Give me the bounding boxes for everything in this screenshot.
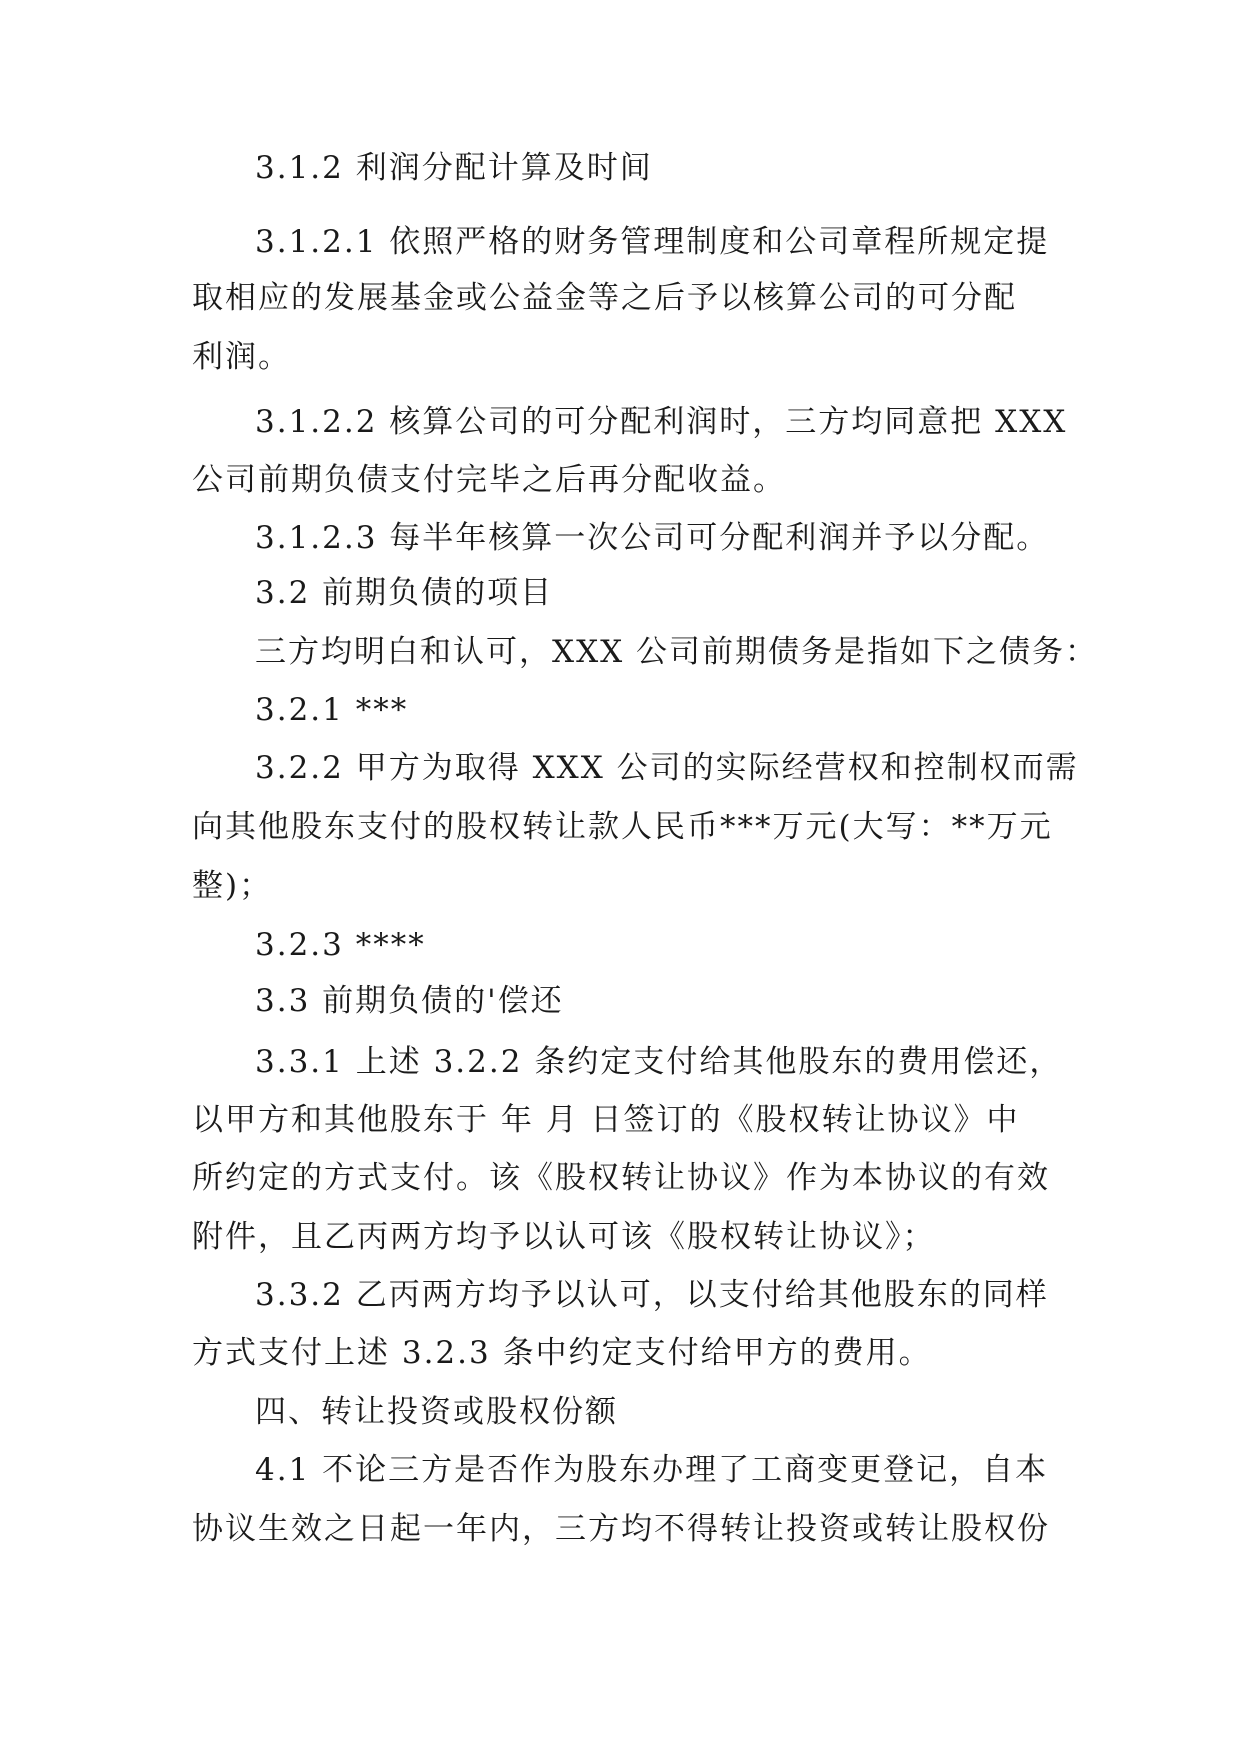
section-4-heading: 四、转让投资或股权份额	[255, 1394, 618, 1430]
clause-3-1-2-2-line-2: 公司前期负债支付完毕之后再分配收益。	[192, 462, 786, 498]
clause-3-2-3: 3.2.3 ****	[255, 927, 426, 963]
clause-3-3-1-line-1: 3.3.1 上述 3.2.2 条约定支付给其他股东的费用偿还，	[255, 1044, 1063, 1080]
clause-3-1-2-1-line-1: 3.1.2.1 依照严格的财务管理制度和公司章程所规定提	[255, 224, 1050, 260]
clause-3-1-2-heading: 3.1.2 利润分配计算及时间	[255, 150, 653, 186]
clause-3-3-1-line-3: 所约定的方式支付。该《股权转让协议》作为本协议的有效	[192, 1160, 1050, 1196]
clause-3-1-2-3: 3.1.2.3 每半年核算一次公司可分配利润并予以分配。	[255, 520, 1050, 556]
clause-3-3-2-line-1: 3.3.2 乙丙两方均予以认可，以支付给其他股东的同样	[255, 1277, 1049, 1313]
clause-3-2-2-line-3: 整)；	[192, 868, 273, 904]
clause-3-1-2-1-line-3: 利润。	[192, 339, 291, 375]
clause-3-3-1-line-4: 附件，且乙丙两方均予以认可该《股权转让协议》；	[192, 1219, 936, 1255]
clause-3-1-2-1-line-2: 取相应的发展基金或公益金等之后予以核算公司的可分配	[192, 280, 1017, 316]
clause-4-1-line-2: 协议生效之日起一年内，三方均不得转让投资或转让股权份	[192, 1511, 1050, 1547]
clause-3-2-1: 3.2.1 ***	[255, 692, 409, 728]
clause-3-3-1-line-2: 以甲方和其他股东于 年 月 日签订的《股权转让协议》中	[192, 1102, 1020, 1138]
clause-3-2-heading: 3.2 前期负债的项目	[255, 575, 554, 611]
clause-3-2-intro: 三方均明白和认可，XXX 公司前期债务是指如下之债务：	[255, 634, 1099, 670]
clause-3-2-2-line-2: 向其他股东支付的股权转让款人民币***万元(大写：**万元	[192, 809, 1053, 845]
clause-3-3-2-line-2: 方式支付上述 3.2.3 条中约定支付给甲方的费用。	[192, 1335, 932, 1371]
clause-4-1-line-1: 4.1 不论三方是否作为股东办理了工商变更登记，自本	[255, 1452, 1049, 1488]
clause-3-3-heading: 3.3 前期负债的'偿还	[255, 983, 564, 1019]
clause-3-2-2-line-1: 3.2.2 甲方为取得 XXX 公司的实际经营权和控制权而需	[255, 750, 1079, 786]
clause-3-1-2-2-line-1: 3.1.2.2 核算公司的可分配利润时，三方均同意把 XXX	[255, 404, 1068, 440]
